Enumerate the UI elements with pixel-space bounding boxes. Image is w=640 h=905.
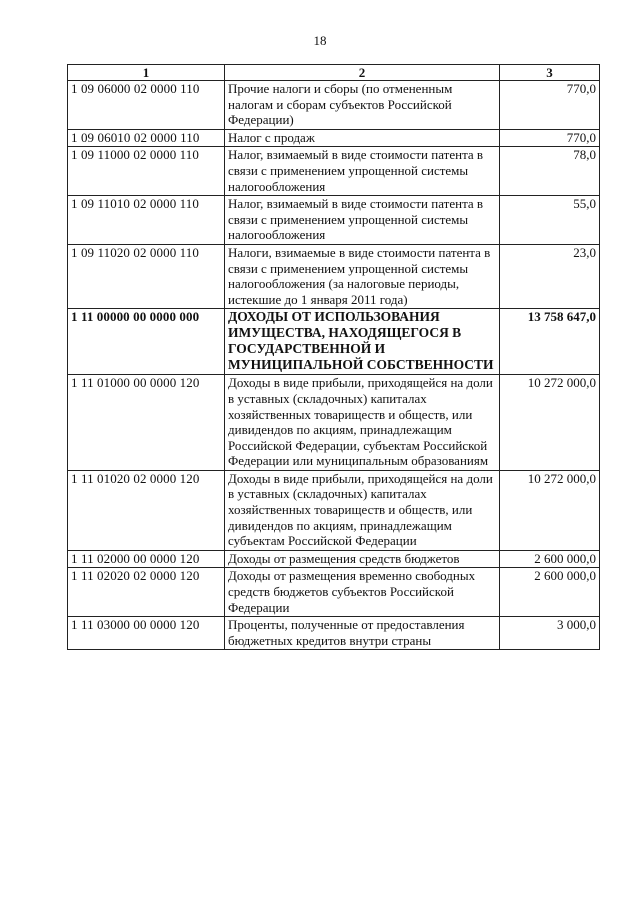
row-code: 1 09 11000 02 0000 110	[68, 147, 225, 196]
row-amount: 2 600 000,0	[500, 568, 600, 617]
row-name: Налоги, взимаемые в виде стоимости патента в связи с применением упрощенной системы налогообложения (за налоговые периоды, истекшие до 1 января 2011 года)	[225, 244, 500, 308]
row-name: Доходы от размещения временно свободных средств бюджетов субъектов Российской Федерации	[225, 568, 500, 617]
row-code: 1 11 02000 00 0000 120	[68, 550, 225, 568]
page-number: 18	[313, 33, 327, 48]
table-row-section-total	[68, 309, 600, 375]
row-code: 1 11 01000 00 0000 120	[68, 375, 225, 471]
row-code: 1 09 11010 02 0000 110	[68, 196, 225, 245]
row-code: 1 09 06000 02 0000 110	[68, 81, 225, 130]
row-name: Доходы в виде прибыли, приходящейся на доли в уставных (складочных) капиталах хозяйственных товариществ и обществ, или дивидендов по акциям, принадлежащим Российской Федерации, субъектам Российской Федерации или муниципальным образованиям	[225, 375, 500, 471]
row-amount: 23,0	[500, 244, 600, 308]
column-header-name: 2	[225, 65, 500, 81]
table-header-row	[68, 65, 600, 81]
row-name: Налог, взимаемый в виде стоимости патента в связи с применением упрощенной системы налогообложения	[225, 147, 500, 196]
table-row	[68, 129, 600, 147]
row-amount: 10 272 000,0	[500, 375, 600, 471]
table-row	[68, 550, 600, 568]
row-name: ДОХОДЫ ОТ ИСПОЛЬЗОВАНИЯ ИМУЩЕСТВА, НАХОДЯЩЕГОСЯ В ГОСУДАРСТВЕННОЙ И МУНИЦИПАЛЬНОЙ СОБСТВЕННОСТИ	[225, 309, 500, 375]
row-name: Налог, взимаемый в виде стоимости патента в связи с применением упрощенной системы налогообложения	[225, 196, 500, 245]
row-name: Налог с продаж	[225, 129, 500, 147]
row-code: 1 09 11020 02 0000 110	[68, 244, 225, 308]
row-code: 1 11 01020 02 0000 120	[68, 470, 225, 550]
table-row	[68, 81, 600, 130]
row-name: Проценты, полученные от предоставления бюджетных кредитов внутри страны	[225, 617, 500, 650]
row-name: Прочие налоги и сборы (по отмененным налогам и сборам субъектов Российской Федерации)	[225, 81, 500, 130]
table-row	[68, 147, 600, 196]
row-amount: 13 758 647,0	[500, 309, 600, 375]
table-row	[68, 196, 600, 245]
table-row	[68, 375, 600, 471]
row-amount: 10 272 000,0	[500, 470, 600, 550]
row-name: Доходы в виде прибыли, приходящейся на доли в уставных (складочных) капиталах хозяйственных товариществ и обществ, или дивидендов по акциям, принадлежащим субъектам Российской Федерации	[225, 470, 500, 550]
budget-revenue-table	[67, 64, 600, 650]
row-amount: 55,0	[500, 196, 600, 245]
row-code: 1 11 02020 02 0000 120	[68, 568, 225, 617]
row-amount: 3 000,0	[500, 617, 600, 650]
column-header-amount: 3	[500, 65, 600, 81]
row-amount: 2 600 000,0	[500, 550, 600, 568]
table-row	[68, 244, 600, 308]
row-code: 1 09 06010 02 0000 110	[68, 129, 225, 147]
row-amount: 770,0	[500, 81, 600, 130]
row-amount: 78,0	[500, 147, 600, 196]
table-row	[68, 568, 600, 617]
row-amount: 770,0	[500, 129, 600, 147]
row-code: 1 11 03000 00 0000 120	[68, 617, 225, 650]
table-row	[68, 470, 600, 550]
row-name: Доходы от размещения средств бюджетов	[225, 550, 500, 568]
row-code: 1 11 00000 00 0000 000	[68, 309, 225, 375]
column-header-code: 1	[68, 65, 225, 81]
table-row	[68, 617, 600, 650]
